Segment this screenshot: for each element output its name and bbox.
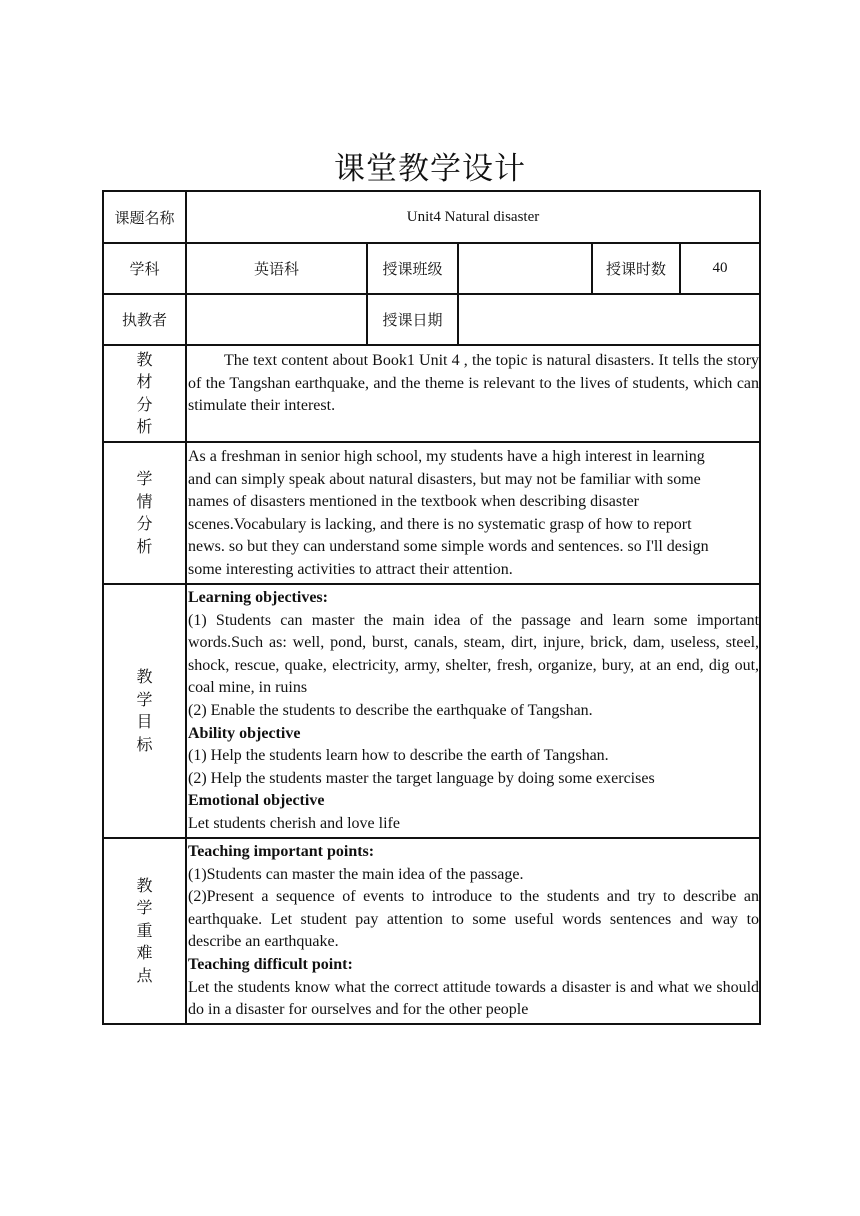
topic-value: Unit4 Natural disaster — [186, 191, 760, 243]
ability-objective-heading: Ability objective — [188, 724, 301, 742]
emotional-objective-item: Let students cherish and love life — [188, 814, 400, 832]
hours-value: 40 — [680, 243, 760, 294]
difficult-point-heading: Teaching difficult point: — [188, 955, 353, 973]
topic-row — [103, 191, 760, 243]
teacher-label: 执教者 — [103, 294, 186, 345]
label-char: 目 — [136, 712, 153, 731]
ability-objective-item: (2) Help the students master the target language by doing some exercises — [188, 769, 655, 787]
difficult-point-item: Let the students know what the correct attitude towards a disaster is and what we should do in a disaster for ourselves and for the other people — [188, 978, 760, 1019]
page-title: 课堂教学设计 — [334, 151, 526, 187]
label-char: 学 — [136, 898, 153, 918]
learning-objective-item: (1) Students can master the main idea of the passage and learn some important words.Such as: well, pond, burst, canals, steam, dirt, injure, brick, dam, useless, steel, shock, rescue, quake, electricity, army, shelter, fresh, organize, bury, at an end, dig out, coal mine, in ruins — [188, 611, 760, 697]
label-char: 析 — [136, 417, 153, 436]
hours-label: 授课时数 — [592, 243, 680, 294]
objectives-row — [103, 584, 760, 838]
key-points-label — [103, 838, 186, 1024]
label-char: 教 — [136, 667, 153, 686]
subject-value: 英语科 — [186, 243, 367, 294]
important-point-item: (1)Students can master the main idea of the passage. — [188, 865, 524, 883]
textbook-analysis-text: The text content about Book1 Unit 4 , the topic is natural disasters. It tells the story of the Tangshan earthquake, and the theme is relevant to the lives of students, which can stimulate their interest. — [188, 352, 760, 415]
label-char: 分 — [136, 394, 153, 414]
objectives-label — [103, 584, 186, 838]
topic-label: 课题名称 — [103, 191, 186, 243]
label-char: 教 — [136, 349, 153, 369]
label-char: 材 — [136, 372, 153, 391]
label-char: 学 — [136, 689, 153, 709]
textbook-analysis-row — [103, 345, 760, 442]
label-char: 情 — [136, 491, 153, 511]
label-char: 难 — [136, 943, 153, 963]
textbook-analysis-label — [103, 345, 186, 442]
emotional-objective-heading: Emotional objective — [188, 792, 325, 810]
learner-line: some interesting activities to attract their attention. — [188, 560, 513, 578]
label-char: 析 — [136, 536, 153, 556]
date-value — [458, 294, 760, 345]
key-points-content — [186, 838, 760, 1024]
objectives-content — [186, 584, 760, 838]
learner-line: news. so but they can understand some simple words and sentences. so I'll design — [188, 538, 709, 556]
teacher-row — [103, 294, 760, 345]
label-char: 重 — [136, 920, 153, 940]
label-char: 点 — [136, 965, 153, 985]
key-points-row — [103, 838, 760, 1024]
class-value — [458, 243, 592, 294]
learner-line: names of disasters mentioned in the textbook when describing disaster — [188, 493, 640, 511]
label-char: 标 — [136, 734, 153, 754]
learning-objective-item: (2) Enable the students to describe the earthquake of Tangshan. — [188, 701, 593, 719]
learner-line: and can simply speak about natural disasters, but may not be familiar with some — [188, 470, 701, 488]
ability-objective-item: (1) Help the students learn how to describe the earth of Tangshan. — [188, 747, 609, 765]
learning-objectives-heading: Learning objectives: — [188, 589, 328, 606]
important-points-heading: Teaching important points: — [188, 843, 375, 860]
learner-analysis-content — [186, 442, 760, 584]
subject-label: 学科 — [103, 243, 186, 294]
date-label: 授课日期 — [367, 294, 458, 345]
label-char: 教 — [136, 875, 153, 895]
learner-analysis-row — [103, 442, 760, 584]
teacher-value — [186, 294, 367, 345]
class-label: 授课班级 — [367, 243, 458, 294]
learner-line: As a freshman in senior high school, my students have a high interest in learning — [188, 448, 705, 465]
learner-line: scenes.Vocabulary is lacking, and there is no systematic grasp of how to report — [188, 515, 692, 533]
label-char: 学 — [136, 469, 153, 488]
lesson-plan-table — [102, 190, 761, 1025]
textbook-analysis-content — [186, 345, 760, 442]
subject-row — [103, 243, 760, 294]
label-char: 分 — [136, 514, 153, 533]
learner-analysis-label — [103, 442, 186, 584]
important-point-item: (2)Present a sequence of events to introduce to the students and try to describe an earthquake. Let student pay attention to some useful words sentences and way to describe an earthquake. — [188, 888, 760, 951]
